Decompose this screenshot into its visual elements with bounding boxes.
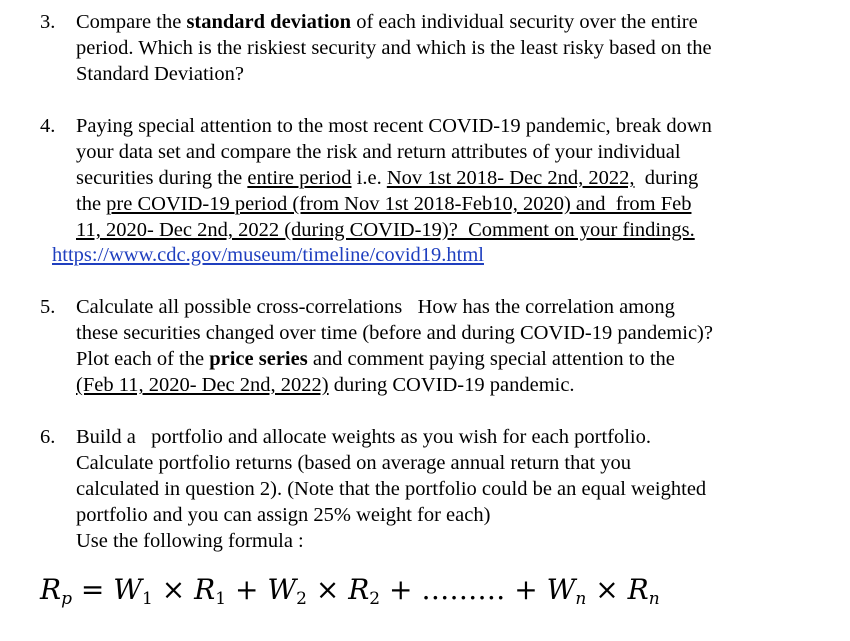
- question-line: Calculate portfolio returns (based on average annual return that you: [76, 452, 632, 474]
- question-line: Compare the standard deviation of each individual security over the entire: [76, 11, 698, 33]
- question-line: Build a portfolio and allocate weights as you wish for each portfolio.: [76, 426, 652, 448]
- emphasis: price series: [209, 348, 308, 370]
- question-number: 3.: [40, 11, 56, 33]
- question-number: 6.: [40, 426, 56, 448]
- emphasis: standard deviation: [186, 11, 352, 33]
- question-line: (Feb 11, 2020- Dec 2nd, 2022) during COVID-19 pandemic.: [76, 374, 575, 396]
- underlined-text: 11, 2020- Dec 2nd, 2022 (during COVID-19)? Comment on your findings.: [76, 219, 695, 241]
- underlined-text: Nov 1st 2018- Dec 2nd, 2022,: [386, 167, 635, 189]
- question-line: period. Which is the riskiest security and which is the least risky based on the: [76, 37, 712, 59]
- question-line: portfolio and you can assign 25% weight for each): [76, 504, 491, 526]
- cdc-timeline-link[interactable]: https://www.cdc.gov/museum/timeline/covid19.html: [52, 244, 484, 266]
- question-line: Paying special attention to the most recent COVID-19 pandemic, break down: [76, 115, 712, 137]
- question-line: Plot each of the price series and comment paying special attention to the: [76, 348, 675, 370]
- question-line: your data set and compare the risk and return attributes of your individual: [76, 141, 681, 163]
- question-number: 5.: [40, 296, 56, 318]
- question-line: securities during the entire period i.e. Nov 1st 2018- Dec 2nd, 2022, during: [76, 167, 699, 189]
- underlined-text: pre COVID-19 period (from Nov 1st 2018-Feb10, 2020) and from Feb: [106, 193, 692, 215]
- underlined-text: (Feb 11, 2020- Dec 2nd, 2022): [76, 374, 329, 396]
- question-line: Standard Deviation?: [76, 63, 244, 85]
- question-line: Use the following formula :: [76, 530, 304, 552]
- portfolio-return-formula: $R_p = W_1 \times R_1 + W_2 \times R_2$ + ……… + $W_n \times R_n$: [40, 573, 660, 609]
- question-line: calculated in question 2). (Note that the portfolio could be an equal weighted: [76, 478, 707, 500]
- question-line: the pre COVID-19 period (from Nov 1st 2018-Feb10, 2020) and from Feb: [76, 193, 692, 215]
- question-line: [76, 217, 776, 243]
- question-line: these securities changed over time (before and during COVID-19 pandemic)?: [76, 322, 713, 344]
- underlined-text: entire period: [247, 167, 352, 189]
- question-line: Calculate all possible cross-correlations How has the correlation among: [76, 296, 675, 318]
- question-number: 4.: [40, 115, 56, 137]
